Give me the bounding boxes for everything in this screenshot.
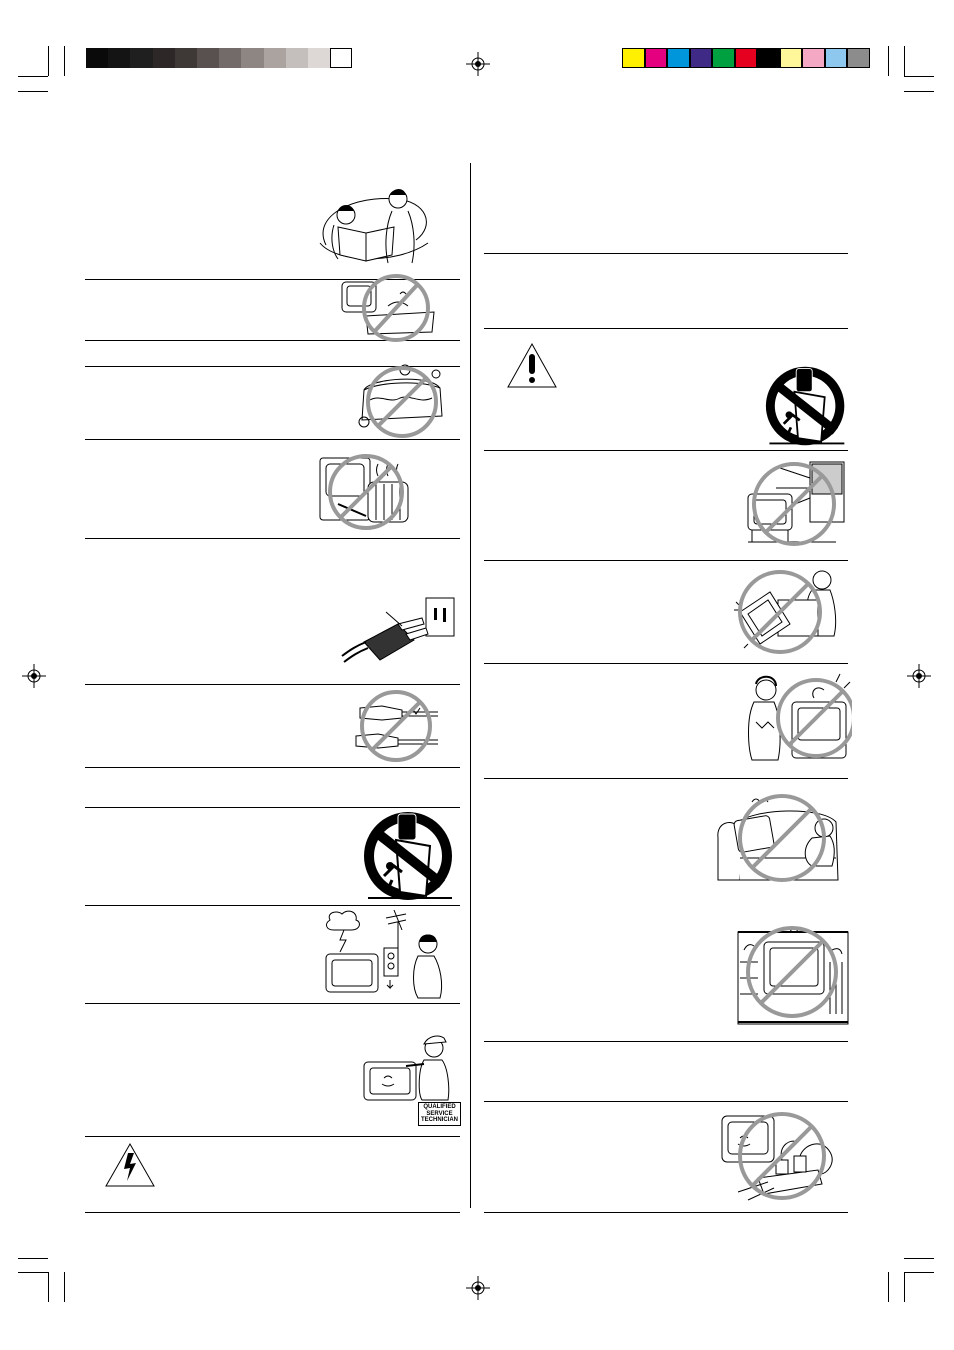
color-swatch bbox=[690, 48, 713, 68]
color-swatch bbox=[757, 48, 780, 68]
color-swatch bbox=[622, 48, 645, 68]
technician-badge bbox=[418, 1102, 461, 1126]
section-rule bbox=[85, 1212, 460, 1213]
registration-mark-icon bbox=[22, 664, 46, 688]
crop-mark bbox=[18, 1258, 48, 1259]
section-rule bbox=[484, 663, 848, 664]
section-rule bbox=[85, 807, 460, 808]
badge-line: QUALIFIED bbox=[423, 1104, 456, 1110]
grayscale-swatch bbox=[175, 48, 197, 68]
color-swatch bbox=[802, 48, 825, 68]
no-objects-illustration bbox=[744, 672, 852, 766]
badge-line: TECHNICIAN bbox=[421, 1117, 458, 1123]
crop-mark bbox=[888, 1272, 889, 1302]
section-rule bbox=[85, 767, 460, 768]
grayscale-swatch bbox=[330, 48, 352, 68]
section-rule bbox=[484, 253, 848, 254]
crop-mark bbox=[888, 46, 889, 76]
section-rule bbox=[484, 1041, 848, 1042]
column-divider bbox=[470, 163, 471, 1208]
crop-mark bbox=[904, 46, 905, 76]
grayscale-swatch bbox=[86, 48, 108, 68]
badge-line: SERVICE bbox=[426, 1110, 453, 1117]
no-blocking-vents-illustration bbox=[350, 360, 450, 440]
section-rule bbox=[85, 684, 460, 685]
grayscale-swatch bbox=[219, 48, 241, 68]
crop-mark bbox=[904, 1272, 934, 1273]
color-swatch bbox=[780, 48, 803, 68]
color-swatch bbox=[645, 48, 668, 68]
color-swatch bbox=[847, 48, 870, 68]
section-rule bbox=[484, 1101, 848, 1102]
crop-mark bbox=[64, 1272, 65, 1302]
crop-mark bbox=[904, 76, 934, 77]
polarized-plug-illustration bbox=[340, 596, 458, 672]
grayscale-swatch bbox=[308, 48, 330, 68]
crop-mark bbox=[48, 46, 49, 76]
section-rule bbox=[484, 778, 848, 779]
cart-warning-illustration bbox=[762, 365, 850, 447]
section-rule bbox=[85, 905, 460, 906]
grayscale-swatch bbox=[264, 48, 286, 68]
color-swatch bbox=[825, 48, 848, 68]
crop-mark bbox=[18, 1272, 48, 1273]
cart-warning-illustration bbox=[360, 810, 458, 902]
grayscale-swatch bbox=[153, 48, 175, 68]
crop-mark bbox=[904, 1272, 905, 1302]
no-overload-illustration bbox=[718, 1108, 842, 1206]
section-rule bbox=[484, 450, 848, 451]
grayscale-swatch bbox=[108, 48, 130, 68]
no-water-illustration bbox=[338, 272, 438, 344]
crop-mark bbox=[904, 91, 934, 92]
crop-mark bbox=[904, 1258, 934, 1259]
section-rule bbox=[484, 328, 848, 329]
grayscale-swatch bbox=[286, 48, 308, 68]
grayscale-swatch bbox=[241, 48, 263, 68]
color-swatch bbox=[712, 48, 735, 68]
no-sunlight-illustration bbox=[740, 458, 848, 550]
grayscale-swatch bbox=[197, 48, 219, 68]
outdoor-antenna-illustration bbox=[322, 908, 450, 1002]
no-soft-surface-illustration bbox=[712, 788, 846, 888]
no-damaged-cord-illustration bbox=[352, 690, 442, 764]
color-swatch bbox=[667, 48, 690, 68]
crop-mark bbox=[18, 91, 48, 92]
section-rule bbox=[85, 1136, 460, 1137]
registration-mark-icon bbox=[466, 52, 490, 76]
no-enclosed-cabinet-illustration bbox=[734, 922, 852, 1028]
section-rule bbox=[484, 560, 848, 561]
crop-mark bbox=[64, 46, 65, 76]
lightning-warning-icon bbox=[104, 1141, 156, 1189]
no-heat-source-illustration bbox=[318, 446, 413, 536]
registration-mark-icon bbox=[907, 664, 931, 688]
unstable-surface-illustration bbox=[730, 566, 848, 660]
crop-mark bbox=[48, 1272, 49, 1302]
section-rule bbox=[85, 1003, 460, 1004]
color-swatch bbox=[735, 48, 758, 68]
reading-manual-illustration bbox=[316, 185, 434, 267]
exclamation-warning-icon bbox=[506, 342, 558, 390]
registration-mark-icon bbox=[466, 1276, 490, 1300]
section-rule bbox=[85, 538, 460, 539]
grayscale-swatch bbox=[130, 48, 152, 68]
section-rule bbox=[484, 1212, 848, 1213]
crop-mark bbox=[18, 76, 48, 77]
